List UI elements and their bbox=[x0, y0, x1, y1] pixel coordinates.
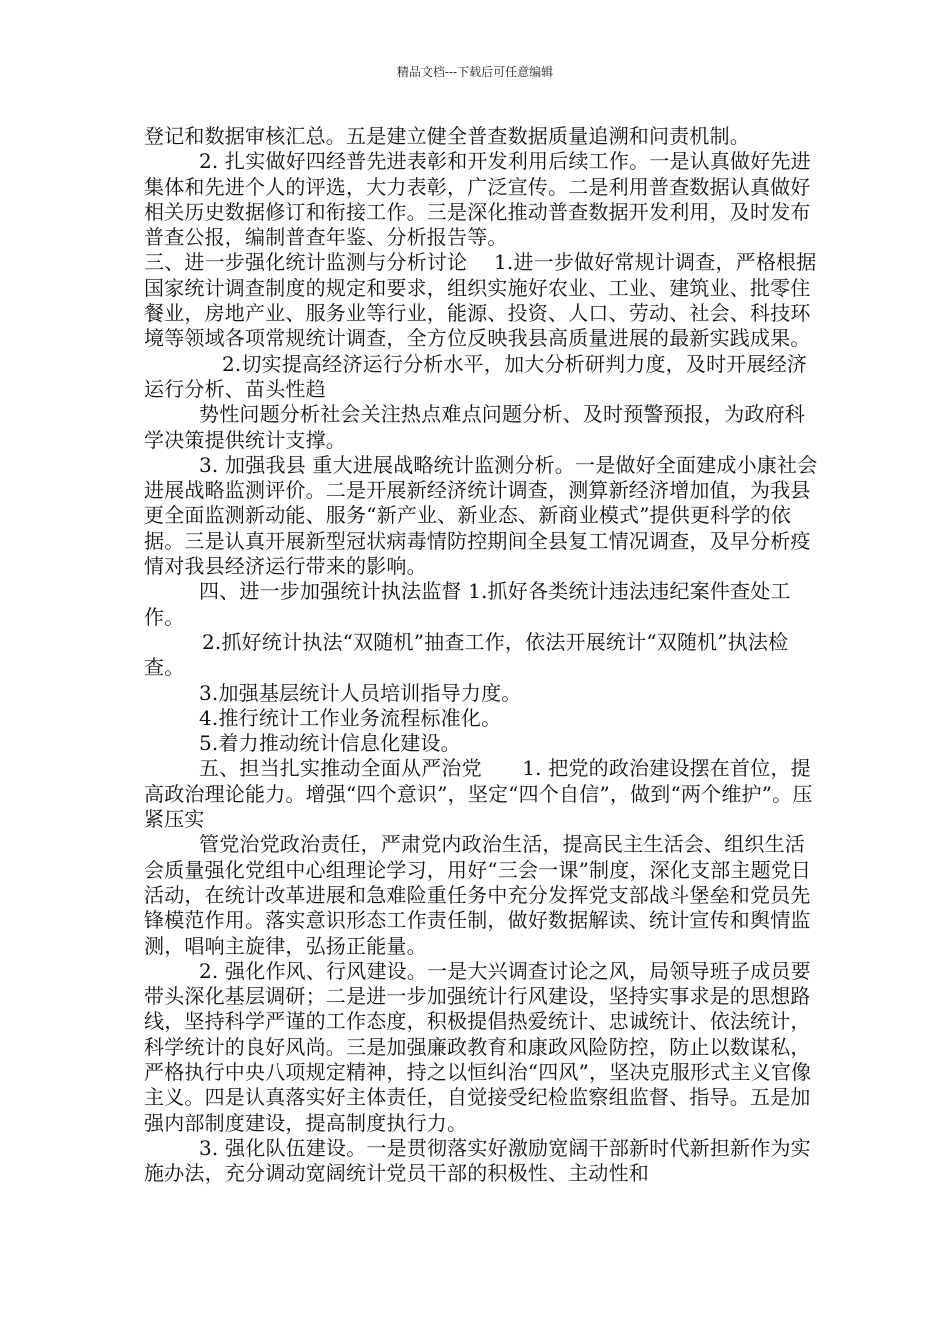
section-3-heading-paragraph: 三、进一步强化统计监测与分析讨论 1.进一步做好常规计调查，严格根据国家统计调查制度的规定和要求，组织实施好农业、工业、建筑业、批零住餐业，房地产业、服务业等行业，能源、投资、人口、劳动、社会、科技环境等领域各项常规统计调查，全方位反映我县高质量进展的最新实践成果。 bbox=[144, 250, 817, 351]
section-5-heading-paragraph: 五、担当扎实推动全面从严治党 1. 把党的政治建设摆在首位，提高政治理论能力。增强“四个意识”，坚定“四个自信”，做到“两个维护”。压紧压实 bbox=[144, 756, 813, 832]
paragraph-9: 3.加强基层统计人员培训指导力度。 bbox=[199, 680, 522, 705]
paragraph-13: 管党治党政治责任，严肃党内政治生活，提高民主生活会、组织生活会质量强化党组中心组理论学习，用好“三会一课”制度，深化支部主题党日活动，在统计改革进展和急难险重任务中充分发挥党支部战斗堡垒和党员先锋模范作用。落实意识形态工作责任制，做好数据解读、统计宣传和舆情监测，唱响主旋律，弘扬正能量。 bbox=[144, 832, 812, 958]
paragraph-8: 2.抓好统计执法“双随机”抽查工作，依法开展统计“双随机”执法检查。 bbox=[144, 629, 789, 680]
paragraph-15: 3. 强化队伍建设。一是贯彻落实好激励宽阔干部新时代新担新作为实施办法，充分调动宽阔统计党员干部的积极性、主动性和 bbox=[144, 1135, 811, 1186]
document-body bbox=[144, 124, 819, 1186]
section-4-heading-paragraph: 四、进一步加强统计执法监督 1.抓好各类统计违法违纪案件查处工作。 bbox=[144, 579, 791, 629]
paragraph-4: 2.切实提高经济运行分析水平，加大分析研判力度，及时开展经济运行分析、苗头性趋 bbox=[144, 351, 808, 401]
paragraph-10: 4.推行统计工作业务流程标准化。 bbox=[199, 705, 502, 730]
paragraph-11: 5.着力推动统计信息化建设。 bbox=[199, 731, 461, 756]
paragraph-14: 2. 强化作风、行风建设。一是大兴调查讨论之风，局领导班子成员要带头深化基层调研；二是进一步加强统计行风建设，坚持实事求是的思想路线，坚持科学严谨的工作态度，积极提倡热爱统计、忠诚统计、依法统计，科学统计的良好风尚。三是加强廉政教育和康政风险防控，防止以数谋私，严格执行中央八项规定精神，持之以恒纠治“四风”，坚决克服形式主义官像主义。四是认真落实好主体责任，自觉接受纪检监察组监督、指导。五是加强内部制度建设，提高制度执行力。 bbox=[144, 958, 812, 1135]
paragraph-5: 势性问题分析社会关注热点难点问题分析、及时预警预报，为政府科学决策提供统计支撑。 bbox=[144, 402, 805, 452]
page-header: 精品文档---下载后可任意编辑 bbox=[396, 65, 554, 79]
paragraph-1: 登记和数据审核汇总。五是建立健全普查数据质量追溯和问责机制。 bbox=[144, 124, 750, 148]
paragraph-2: 2. 扎实做好四经普先进表彰和开发利用后续工作。一是认真做好先进集体和先进个人的评选，大力表彰，广泛宣传。二是利用普查数据认真做好相关历史数据修订和衔接工作。三是深化推动普查数据开发利用，及时发布普查公报，编制普查年鉴、分析报告等。 bbox=[144, 149, 811, 250]
paragraph-6: 3. 加强我县 重大进展战略统计监测分析。一是做好全面建成小康社会进展战略监测评价。二是开展新经济统计调查，测算新经济增加值，为我县更全面监测新动能、服务“新产业、新业态、新商业模式”提供更科学的依据。三是认真开展新型冠状病毒情防控期间全县复工情况调查，及早分析疫情对我县经济运行带来的影响。 bbox=[144, 452, 818, 579]
